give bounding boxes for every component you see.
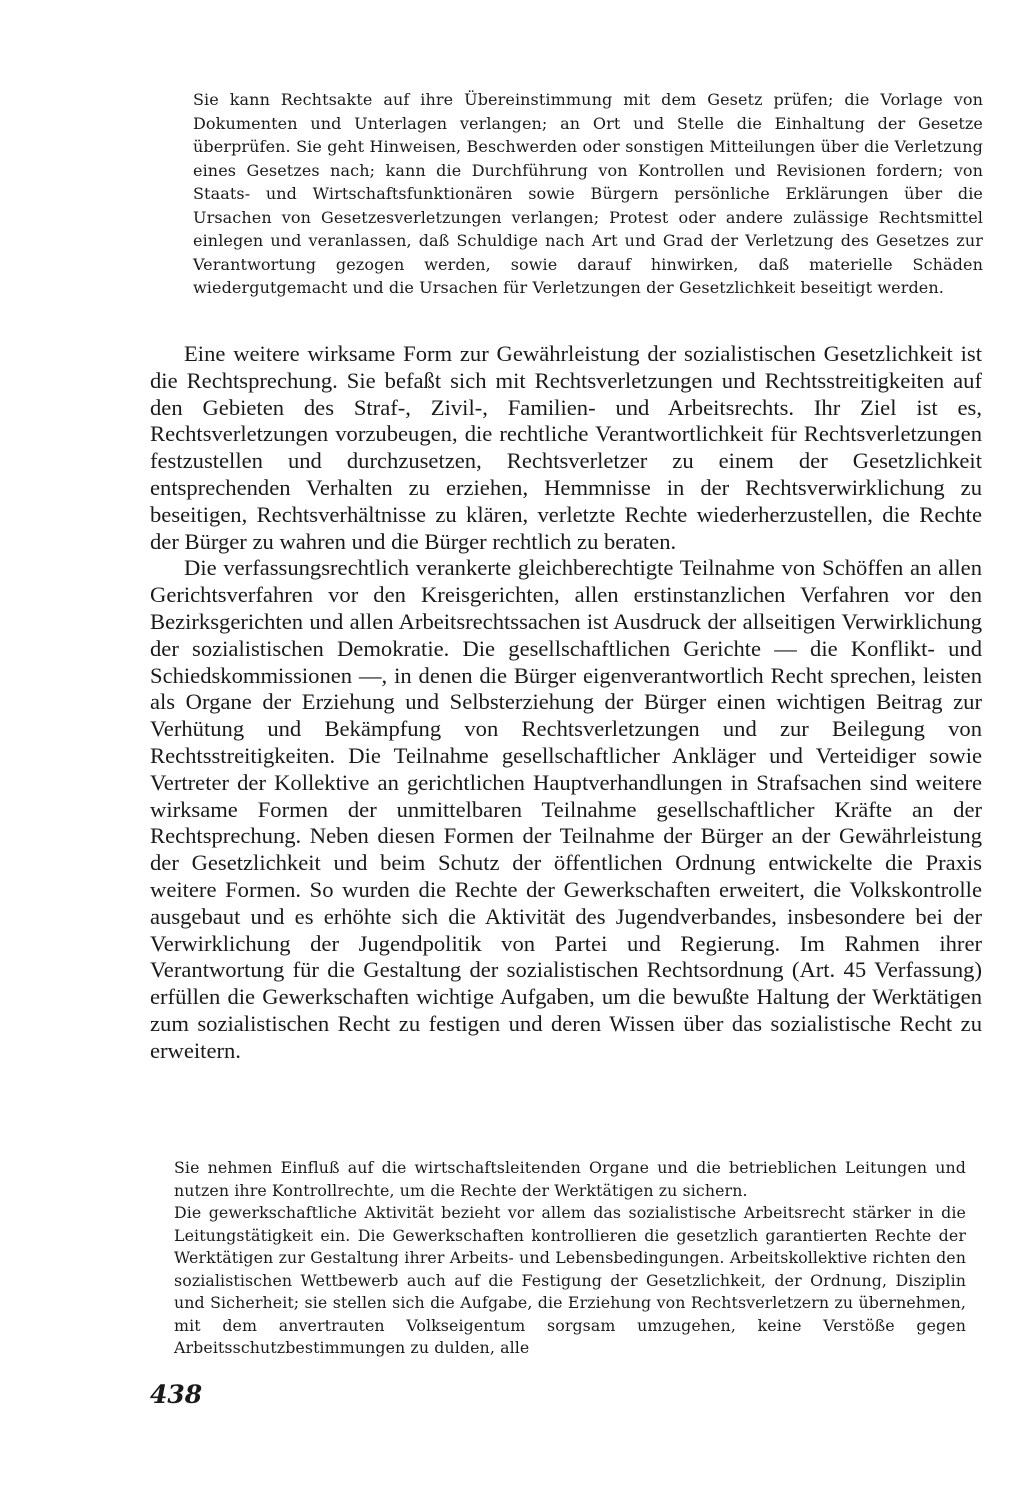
main-text-block bbox=[150, 341, 982, 1065]
small-print-paragraph-1: Sie nehmen Einfluß auf die wirtschaftsleitenden Organe und die betrieblichen Leitungen und nutzen ihre Kontrollrechte, um die Rechte der Werktätigen zu sichern. bbox=[174, 1158, 966, 1200]
small-print-block-top bbox=[193, 88, 983, 300]
body-paragraph-1: Eine weitere wirksame Form zur Gewährleistung der sozialistischen Gesetzlichkeit ist die Rechtsprechung. Sie befaßt sich mit Rechtsverletzungen und Rechtsstreitigkeiten auf den Gebieten des Straf-, Zivil-, Familien- und Arbeitsrechts. Ihr Ziel ist es, Rechtsverletzungen vorzubeugen, die rechtliche Verantwortlichkeit für Rechtsverletzungen festzustellen und durchzusetzen, Rechtsverletzer zu einem der Gesetzlichkeit entsprechenden Verhalten zu erziehen, Hemmnisse in der Rechtsverwirklichung zu beseitigen, Rechtsverhältnisse zu klären, verletzte Rechte wiederherzustellen, die Rechte der Bürger zu wahren und die Bürger rechtlich zu beraten. bbox=[150, 341, 982, 554]
small-print-paragraph: Sie kann Rechtsakte auf ihre Übereinstimmung mit dem Gesetz prüfen; die Vorlage von Dokumenten und Unterlagen verlangen; an Ort und Stelle die Einhaltung der Gesetze überprüfen. Sie geht Hinweisen, Beschwerden oder sonstigen Mitteilungen über die Verletzung eines Gesetzes nach; kann die Durchführung von Kontrollen und Revisionen fordern; von Staats- und Wirtschaftsfunktionären sowie Bürgern persönliche Erklärungen über die Ursachen von Gesetzesverletzungen verlangen; Protest oder andere zulässige Rechtsmittel einlegen und veranlassen, daß Schuldige nach Art und Grad der Verletzung des Gesetzes zur Verantwortung gezogen werden, sowie darauf hinwirken, daß materielle Schäden wiedergutgemacht und die Ursachen für Verletzungen der Gesetzlichkeit beseitigt werden. bbox=[193, 90, 983, 297]
page-number: 438 bbox=[150, 1380, 203, 1409]
small-print-paragraph-2: Die gewerkschaftliche Aktivität bezieht vor allem das sozialistische Arbeitsrecht stärker in die Leitungstätigkeit ein. Die Gewerkschaften kontrollieren die gesetzlich garantierten Rechte der Werktätigen zur Gestaltung ihrer Arbeits- und Lebensbedingungen. Arbeitskollektive richten den sozialistischen Wettbewerb auch auf die Festigung der Gesetzlichkeit, der Ordnung, Disziplin und Sicherheit; sie stellen sich die Aufgabe, die Erziehung von Rechtsverletzern zu übernehmen, mit dem anvertrauten Volkseigentum sorgsam umzugehen, keine Verstöße gegen Arbeitsschutzbestimmungen zu dulden, alle bbox=[174, 1203, 966, 1357]
body-paragraph-2: Die verfassungsrechtlich verankerte gleichberechtigte Teilnahme von Schöffen an allen Gerichtsverfahren vor den Kreisgerichten, allen erstinstanzlichen Verfahren vor den Bezirksgerichten und allen Arbeitsrechtssachen ist Ausdruck der allseitigen Verwirklichung der sozialistischen Demokratie. Die gesellschaftlichen Gerichte — die Konflikt- und Schiedskommissionen —, in denen die Bürger eigenverantwortlich Recht sprechen, leisten als Organe der Erziehung und Selbsterziehung der Bürger einen wichtigen Beitrag zur Verhütung und Bekämpfung von Rechtsverletzungen und zur Beilegung von Rechtsstreitigkeiten. Die Teilnahme gesellschaftlicher Ankläger und Verteidiger sowie Vertreter der Kollektive an gerichtlichen Hauptverhandlungen in Strafsachen sind weitere wirksame Formen der unmittelbaren Teilnahme gesellschaftlicher Kräfte an der Rechtsprechung. Neben diesen Formen der Teilnahme der Bürger an der Gewährleistung der Gesetzlichkeit und beim Schutz der öffentlichen Ordnung entwickelte die Praxis weitere Formen. So wurden die Rechte der Gewerkschaften erweitert, die Volkskontrolle ausgebaut und es erhöhte sich die Aktivität des Jugendverbandes, insbesondere bei der Verwirklichung der Jugendpolitik von Partei und Regierung. Im Rahmen ihrer Verantwortung für die Gestaltung der sozialistischen Rechtsordnung (Art. 45 Verfassung) erfüllen die Gewerkschaften wichtige Aufgaben, um die bewußte Haltung der Werktätigen zum sozialistischen Recht zu festigen und deren Wissen über das sozialistische Recht zu erweitern. bbox=[150, 555, 982, 1063]
small-print-block-bottom bbox=[174, 1157, 966, 1360]
